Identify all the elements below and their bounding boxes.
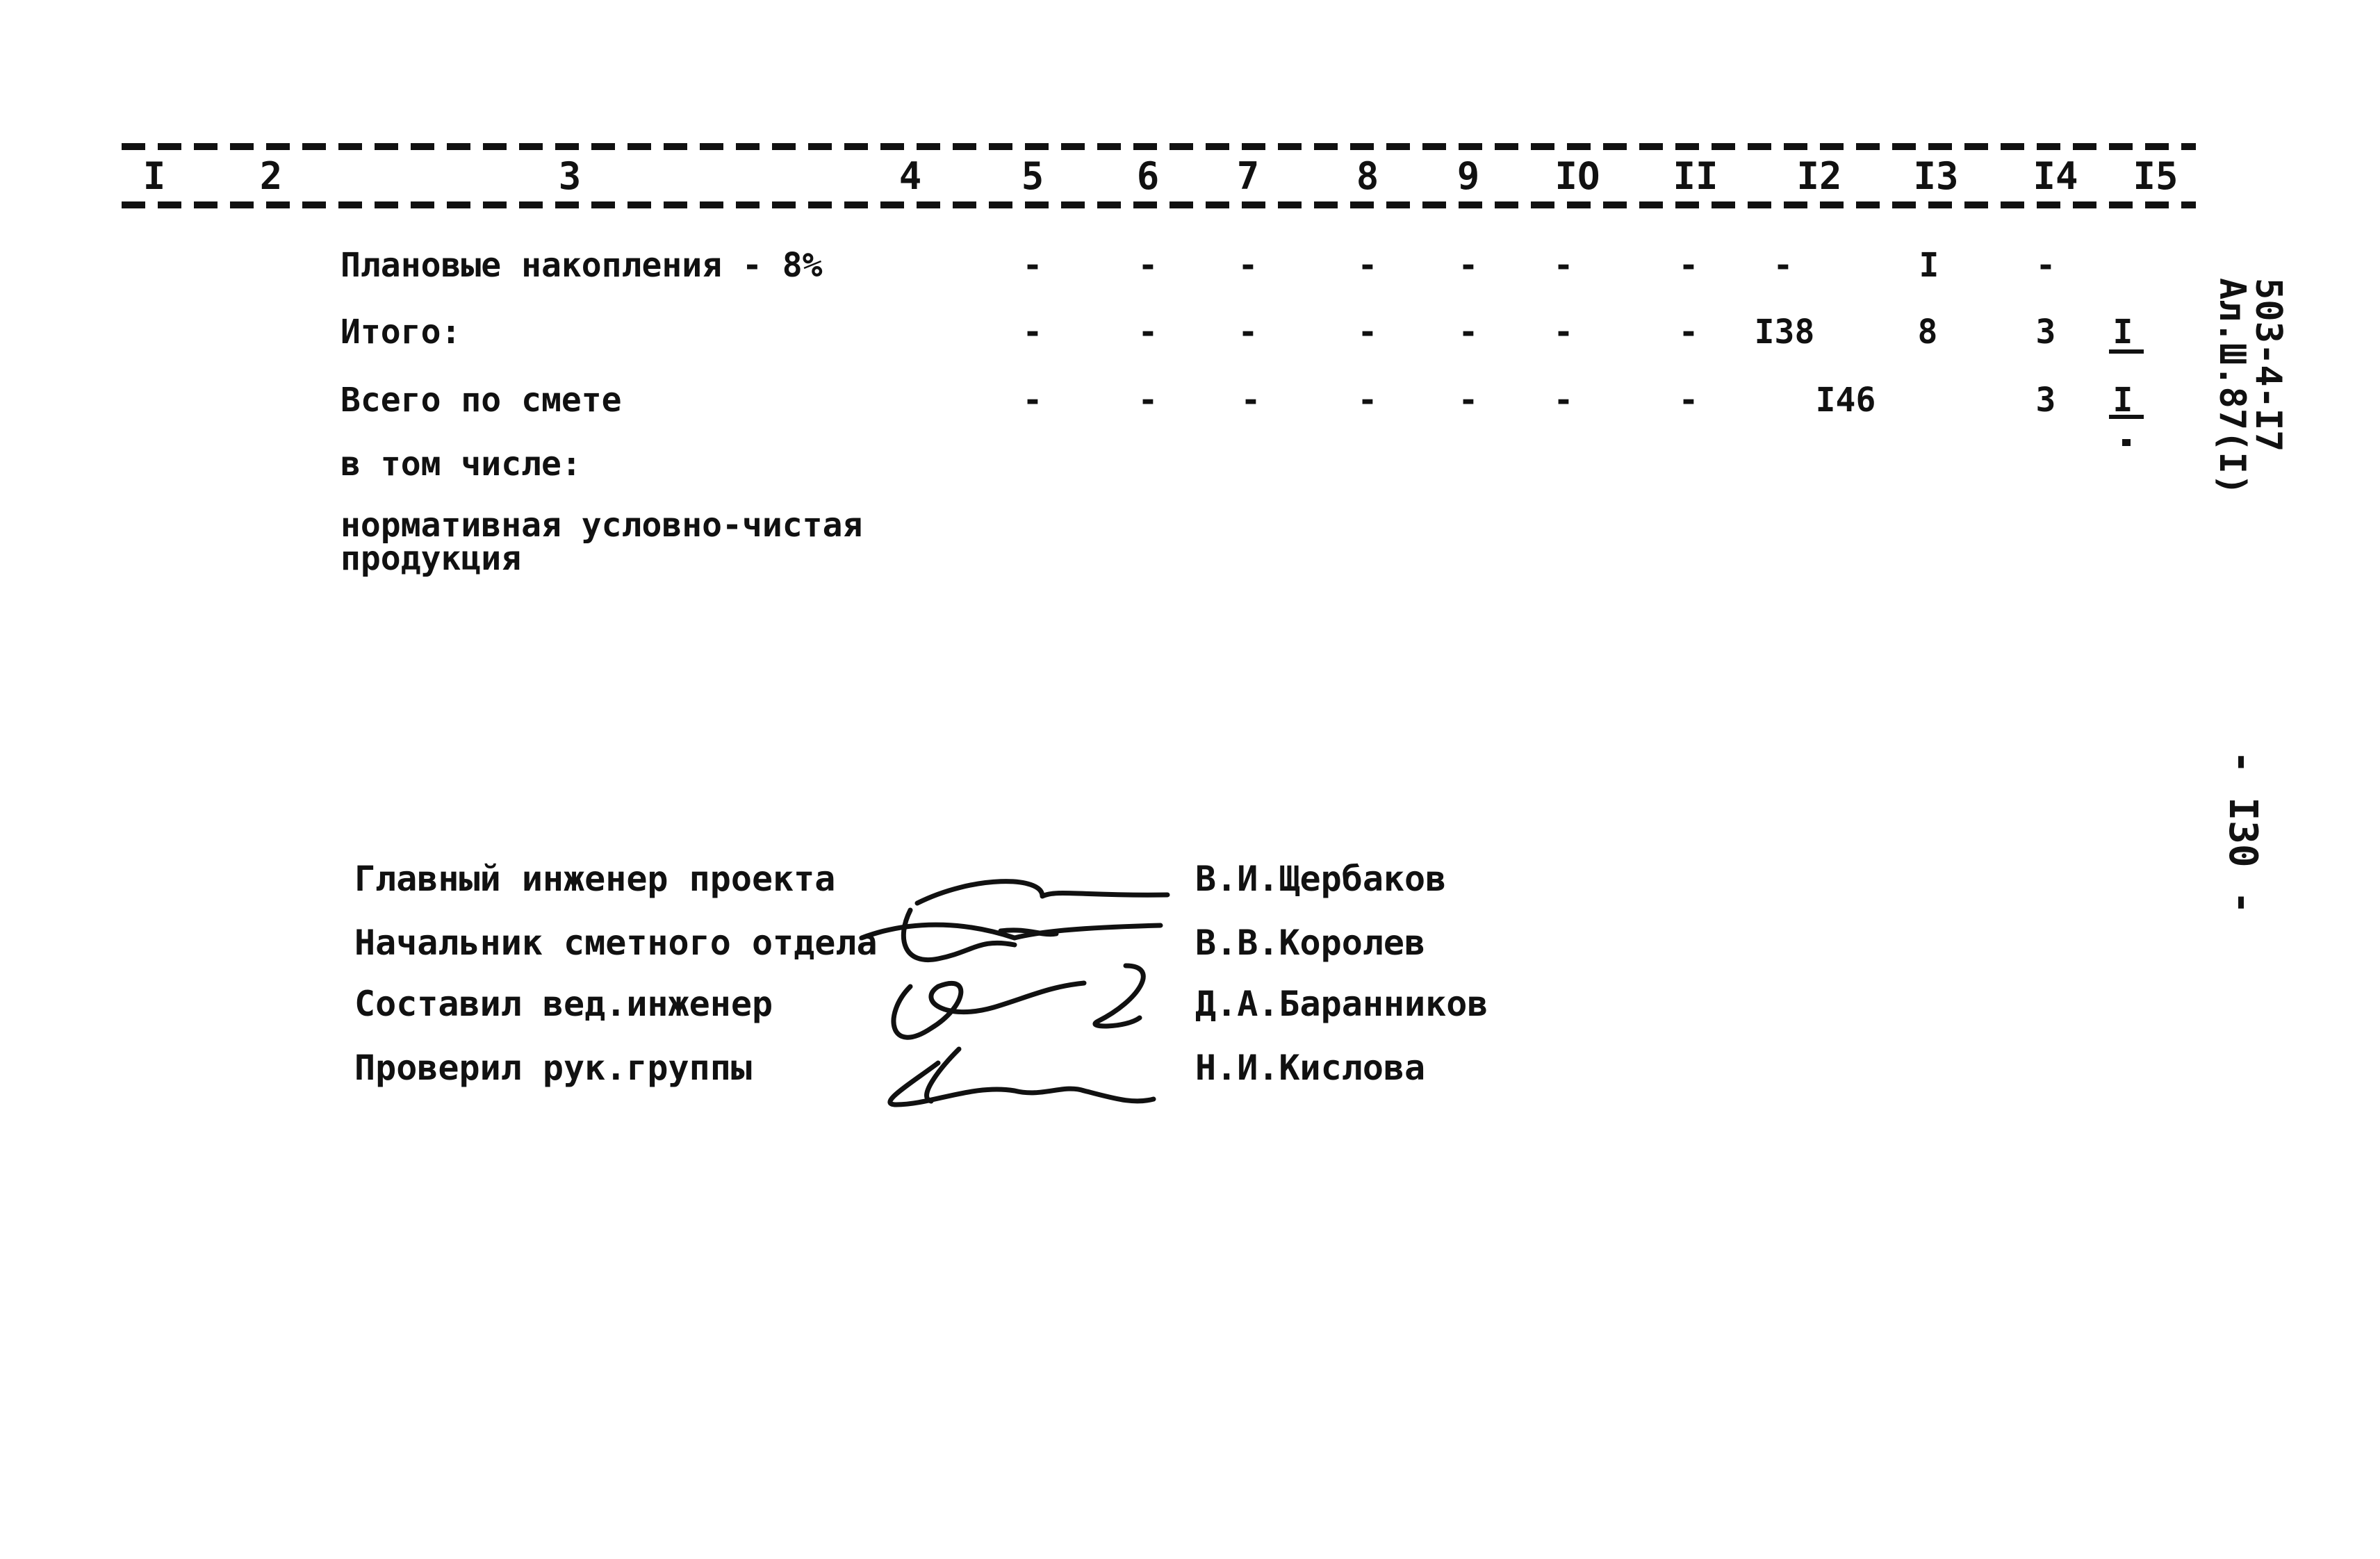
column-number: 8 bbox=[1356, 154, 1379, 198]
cell-value: I bbox=[1919, 246, 1939, 285]
header-top-rule bbox=[122, 143, 2196, 150]
signoff-title: Главный инженер проекта bbox=[354, 859, 836, 899]
cell-value: 3 bbox=[2035, 313, 2056, 352]
column-15-rule-marks bbox=[2109, 311, 2144, 450]
cell-value: - bbox=[1458, 246, 1479, 285]
column-number: I3 bbox=[1913, 154, 1959, 198]
cell-value: - bbox=[1773, 246, 1794, 285]
cell-value: - bbox=[1138, 381, 1158, 420]
cell-value: - bbox=[1022, 246, 1043, 285]
cell-value: - bbox=[1357, 381, 1378, 420]
cell-value: - bbox=[1553, 381, 1574, 420]
cell-value: - bbox=[1022, 313, 1043, 352]
cell-value: - bbox=[1458, 381, 1479, 420]
cell-value: I bbox=[2112, 381, 2133, 420]
signoff-title: Проверил рук.группы bbox=[354, 1048, 752, 1088]
cell-value: - bbox=[1240, 381, 1261, 420]
cell-value: - bbox=[1553, 246, 1574, 285]
cell-value: - bbox=[1138, 246, 1158, 285]
row-label-normative-line2: продукция bbox=[340, 539, 522, 578]
document-code-line2: Ал.Ш.87(I) bbox=[2211, 278, 2253, 496]
row-label: Всего по смете bbox=[340, 381, 622, 420]
cell-value: - bbox=[1022, 381, 1043, 420]
cell-value: 3 bbox=[2035, 381, 2056, 420]
handwritten-signatures bbox=[834, 861, 1181, 1125]
column-number: 4 bbox=[898, 154, 922, 198]
cell-value: - bbox=[1238, 246, 1258, 285]
cell-value: - bbox=[1138, 313, 1158, 352]
row-label-including: в том числе: bbox=[340, 445, 582, 484]
cell-value: I38 bbox=[1754, 313, 1815, 352]
row-label-normative-line1: нормативная условно-чистая bbox=[340, 506, 863, 545]
column-number: I4 bbox=[2033, 154, 2078, 198]
column-number: I5 bbox=[2133, 154, 2178, 198]
cell-value: - bbox=[1357, 313, 1378, 352]
signoff-name: В.В.Королев bbox=[1195, 923, 1426, 963]
page-number: - I30 - bbox=[2220, 750, 2265, 915]
signoff-name: В.И.Щербаков bbox=[1195, 859, 1447, 899]
column-number: 5 bbox=[1021, 154, 1044, 198]
column-number: 3 bbox=[558, 154, 582, 198]
cell-value: I46 bbox=[1815, 381, 1876, 420]
column-number: II bbox=[1673, 154, 1718, 198]
cell-value: I bbox=[2112, 313, 2133, 352]
signoff-name: Н.И.Кислова bbox=[1195, 1048, 1426, 1088]
row-label: Плановые накопления - 8% bbox=[340, 246, 823, 285]
column-number: I2 bbox=[1796, 154, 1842, 198]
document-code-line1: 503-4-I7 bbox=[2247, 278, 2289, 452]
cell-value: 8 bbox=[1917, 313, 1938, 352]
column-number: I bbox=[142, 154, 166, 198]
signoff-title: Составил вед.инженер bbox=[354, 984, 773, 1024]
cell-value: - bbox=[1678, 313, 1699, 352]
cell-value: - bbox=[1458, 313, 1479, 352]
header-bottom-rule bbox=[122, 201, 2196, 208]
cell-value: - bbox=[2035, 246, 2056, 285]
cell-value: - bbox=[1238, 313, 1258, 352]
row-label: Итого: bbox=[340, 313, 461, 352]
cell-value: - bbox=[1678, 246, 1699, 285]
column-number: 9 bbox=[1456, 154, 1480, 198]
document-code bbox=[2211, 278, 2289, 496]
cell-value: - bbox=[1678, 381, 1699, 420]
signoff-title: Начальник сметного отдела bbox=[354, 923, 878, 963]
column-number: 2 bbox=[259, 154, 283, 198]
column-number: 6 bbox=[1136, 154, 1160, 198]
signoff-name: Д.А.Баранников bbox=[1195, 984, 1488, 1024]
column-number: 7 bbox=[1236, 154, 1260, 198]
cell-value: - bbox=[1357, 246, 1378, 285]
column-number: IO bbox=[1554, 154, 1600, 198]
cell-value: - bbox=[1553, 313, 1574, 352]
